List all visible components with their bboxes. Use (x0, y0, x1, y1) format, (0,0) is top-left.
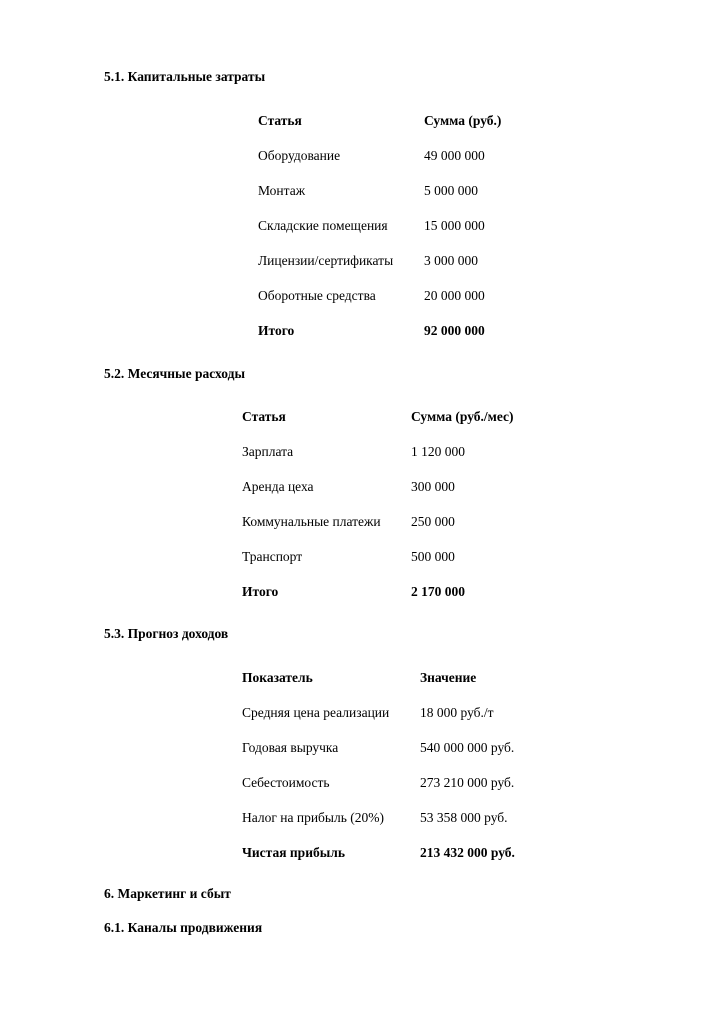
row-value: 53 358 000 руб. (420, 809, 508, 825)
table-total-row (242, 574, 514, 609)
row-value: 20 000 000 (424, 287, 485, 303)
column-header-item: Статья (242, 408, 286, 424)
row-label: Транспорт (242, 548, 303, 564)
table-row (258, 173, 501, 208)
row-label: Налог на прибыль (20%) (242, 809, 384, 825)
column-header-value: Значение (420, 669, 477, 685)
total-label: Итого (258, 322, 295, 338)
row-label: Оборотные средства (258, 287, 376, 303)
row-label: Лицензии/сертификаты (258, 252, 394, 268)
row-label: Средняя цена реализации (242, 704, 390, 720)
revenue-forecast-table (242, 660, 515, 870)
column-header-item: Статья (258, 112, 302, 128)
row-label: Годовая выручка (242, 739, 339, 755)
total-value: 2 170 000 (411, 583, 465, 599)
row-label: Зарплата (242, 443, 294, 459)
table-row (242, 504, 514, 539)
total-label: Итого (242, 583, 279, 599)
column-header-amount: Сумма (руб.) (424, 112, 502, 128)
row-label: Аренда цеха (242, 478, 314, 494)
table-row (242, 469, 514, 504)
total-value: 92 000 000 (424, 322, 485, 338)
heading-revenue-forecast: 5.3. Прогноз доходов (104, 626, 229, 641)
row-value: 1 120 000 (411, 443, 465, 459)
table-header-row (258, 103, 501, 138)
table-row (242, 765, 515, 800)
row-value: 5 000 000 (424, 182, 478, 198)
row-value: 273 210 000 руб. (420, 774, 515, 790)
row-label: Оборудование (258, 147, 341, 163)
monthly-expenses-table (242, 399, 514, 609)
row-label: Складские помещения (258, 217, 388, 233)
row-label: Монтаж (258, 182, 306, 198)
total-label: Чистая прибыль (242, 844, 345, 860)
total-value: 213 432 000 руб. (420, 844, 515, 860)
row-value: 3 000 000 (424, 252, 478, 268)
row-label: Себестоимость (242, 774, 330, 790)
table-row (242, 800, 515, 835)
row-value: 49 000 000 (424, 147, 485, 163)
table-row (242, 730, 515, 765)
heading-promotion-channels: 6.1. Каналы продвижения (104, 920, 263, 935)
heading-marketing: 6. Маркетинг и сбыт (104, 886, 231, 901)
table-row (258, 243, 501, 278)
table-row (242, 539, 514, 574)
table-row (242, 434, 514, 469)
heading-monthly-expenses: 5.2. Месячные расходы (104, 366, 245, 381)
row-value: 15 000 000 (424, 217, 485, 233)
table-header-row (242, 399, 514, 434)
table-row (258, 208, 501, 243)
column-header-amount: Сумма (руб./мес) (411, 408, 514, 424)
heading-capital-costs: 5.1. Капитальные затраты (104, 69, 266, 84)
row-value: 250 000 (411, 513, 455, 529)
row-value: 300 000 (411, 478, 455, 494)
table-row (258, 138, 501, 173)
row-label: Коммунальные платежи (242, 513, 381, 529)
column-header-indicator: Показатель (242, 669, 313, 685)
table-row (258, 278, 501, 313)
table-total-row (258, 313, 501, 348)
row-value: 540 000 000 руб. (420, 739, 515, 755)
table-header-row (242, 660, 515, 695)
table-total-row (242, 835, 515, 870)
table-row (242, 695, 515, 730)
row-value: 18 000 руб./т (420, 704, 494, 720)
row-value: 500 000 (411, 548, 455, 564)
capital-costs-table (258, 103, 501, 348)
